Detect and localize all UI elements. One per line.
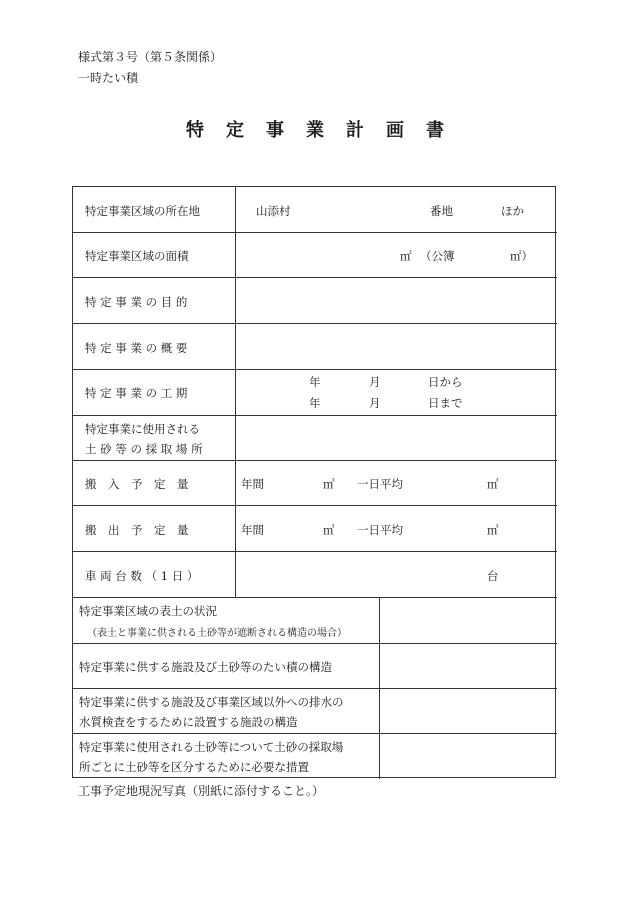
label-water-check-line1: 特定事業に供する施設及び事業区域以外への排水の <box>79 695 344 709</box>
hoka-label: ほか <box>501 204 524 218</box>
label-source-line2: 土 砂 等 の 採 取 場 所 <box>85 442 203 456</box>
period-start-year: 年 <box>309 375 321 389</box>
form-category: 一時たい積 <box>78 71 139 85</box>
export-m3-daily: ㎥ <box>487 523 499 537</box>
period-end-month: 月 <box>369 396 381 410</box>
label-structure: 特定事業に供する施設及び土砂等のたい積の構造 <box>79 660 332 674</box>
export-m3-annual: ㎥ <box>323 523 335 537</box>
label-location: 特定事業区域の所在地 <box>85 204 200 218</box>
koubo-close: ㎡） <box>510 249 533 263</box>
export-nenkan: 年間 <box>241 523 264 537</box>
period-start-month: 月 <box>369 375 381 389</box>
import-nenkan: 年間 <box>241 477 264 491</box>
vehicles-unit: 台 <box>487 569 499 583</box>
period-start-day: 日から <box>428 375 463 389</box>
banchi-label: 番地 <box>430 204 453 218</box>
export-daily: 一日平均 <box>357 523 403 537</box>
label-separation-line2: 所ごとに土砂等を区分するために必要な措置 <box>79 760 309 774</box>
koubo-open: （公簿 <box>420 249 455 263</box>
period-end-day: 日まで <box>428 396 463 410</box>
label-period: 特 定 事 業 の 工 期 <box>85 386 188 400</box>
footer-note: 工事予定地現況写真（別紙に添付すること。） <box>78 784 325 798</box>
plan-table <box>72 186 556 778</box>
page-title: 特 定 事 業 計 画 書 <box>186 120 446 141</box>
area-unit: ㎡ <box>400 249 412 263</box>
label-water-check-line2: 水質検査をするために設置する施設の構造 <box>79 715 298 729</box>
label-import: 搬 入 予 定 量 <box>85 477 189 491</box>
label-vehicles: 車 両 台 数 （ 1 日 ） <box>85 569 199 583</box>
label-topsoil-line2: （表土と事業に供される土砂等が遮断される構造の場合） <box>87 628 347 639</box>
village-name: 山添村 <box>256 204 291 218</box>
label-area: 特定事業区域の面積 <box>85 249 189 263</box>
label-separation-line1: 特定事業に使用される土砂等について土砂の採取場 <box>79 740 344 754</box>
import-m3-annual: ㎥ <box>323 477 335 491</box>
period-end-year: 年 <box>309 396 321 410</box>
label-export: 搬 出 予 定 量 <box>85 523 189 537</box>
import-m3-daily: ㎥ <box>487 477 499 491</box>
label-topsoil-line1: 特定事業区域の表土の状況 <box>79 604 217 618</box>
label-outline: 特 定 事 業 の 概 要 <box>85 341 188 355</box>
import-daily: 一日平均 <box>357 477 403 491</box>
label-source-line1: 特定事業に使用される <box>85 422 200 436</box>
form-number: 様式第３号（第５条関係） <box>78 50 223 64</box>
label-purpose: 特 定 事 業 の 目 的 <box>85 295 188 309</box>
